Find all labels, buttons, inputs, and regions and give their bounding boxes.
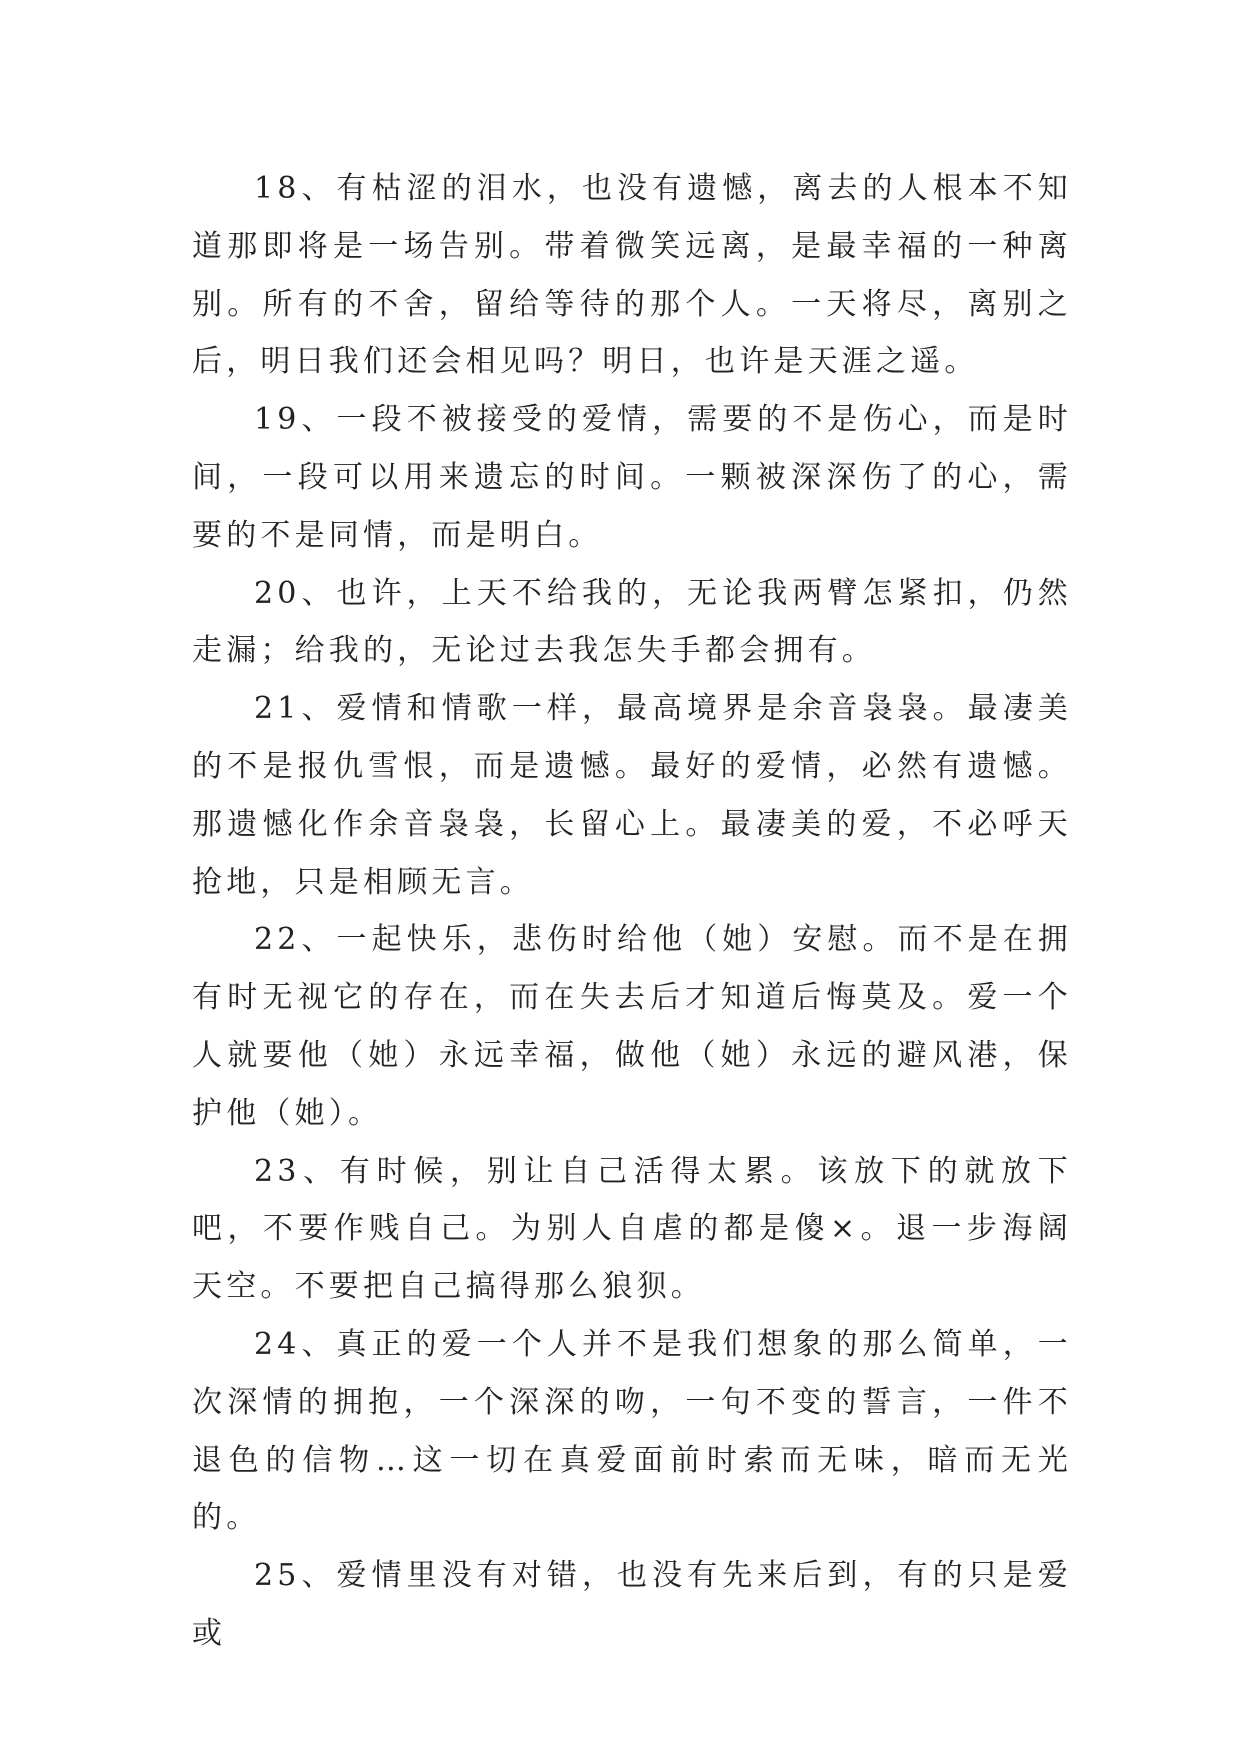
paragraph-25: 25、爱情里没有对错，也没有先来后到，有的只是爱或 (192, 1558, 1072, 1651)
paragraph-22: 22、一起快乐，悲伤时给他（她）安慰。而不是在拥有时无视它的存在，而在失去后才知道后悔莫及。爱一个人就要他（她）永远幸福，做他（她）永远的避风港，保护他（她）。 (192, 922, 1072, 1131)
paragraph-18: 18、有枯涩的泪水，也没有遗憾，离去的人根本不知道那即将是一场告别。带着微笑远离，是最幸福的一种离别。所有的不舍，留给等待的那个人。一天将尽，离别之后，明日我们还会相见吗？明日，也许是天涯之遥。 (192, 171, 1072, 380)
paragraph-24: 24、真正的爱一个人并不是我们想象的那么简单，一次深情的拥抱，一个深深的吻，一句不变的誓言，一件不退色的信物…这一切在真爱面前时索而无味，暗而无光的。 (192, 1326, 1072, 1536)
paragraph-21: 21、爱情和情歌一样，最高境界是余音袅袅。最凄美的不是报仇雪恨，而是遗憾。最好的爱情，必然有遗憾。那遗憾化作余音袅袅，长留心上。最凄美的爱，不必呼天抢地，只是相顾无言。 (192, 691, 1072, 900)
document-body (192, 160, 1072, 1663)
paragraph-23: 23、有时候，别让自己活得太累。该放下的就放下吧，不要作贱自己。为别人自虐的都是傻×。退一步海阔天空。不要把自己搞得那么狼狈。 (192, 1153, 1072, 1305)
paragraph-19: 19、一段不被接受的爱情，需要的不是伤心，而是时间，一段可以用来遗忘的时间。一颗被深深伤了的心，需要的不是同情，而是明白。 (192, 402, 1072, 553)
paragraph-20: 20、也许，上天不给我的，无论我两臂怎紧扣，仍然走漏；给我的，无论过去我怎失手都会拥有。 (192, 575, 1072, 669)
